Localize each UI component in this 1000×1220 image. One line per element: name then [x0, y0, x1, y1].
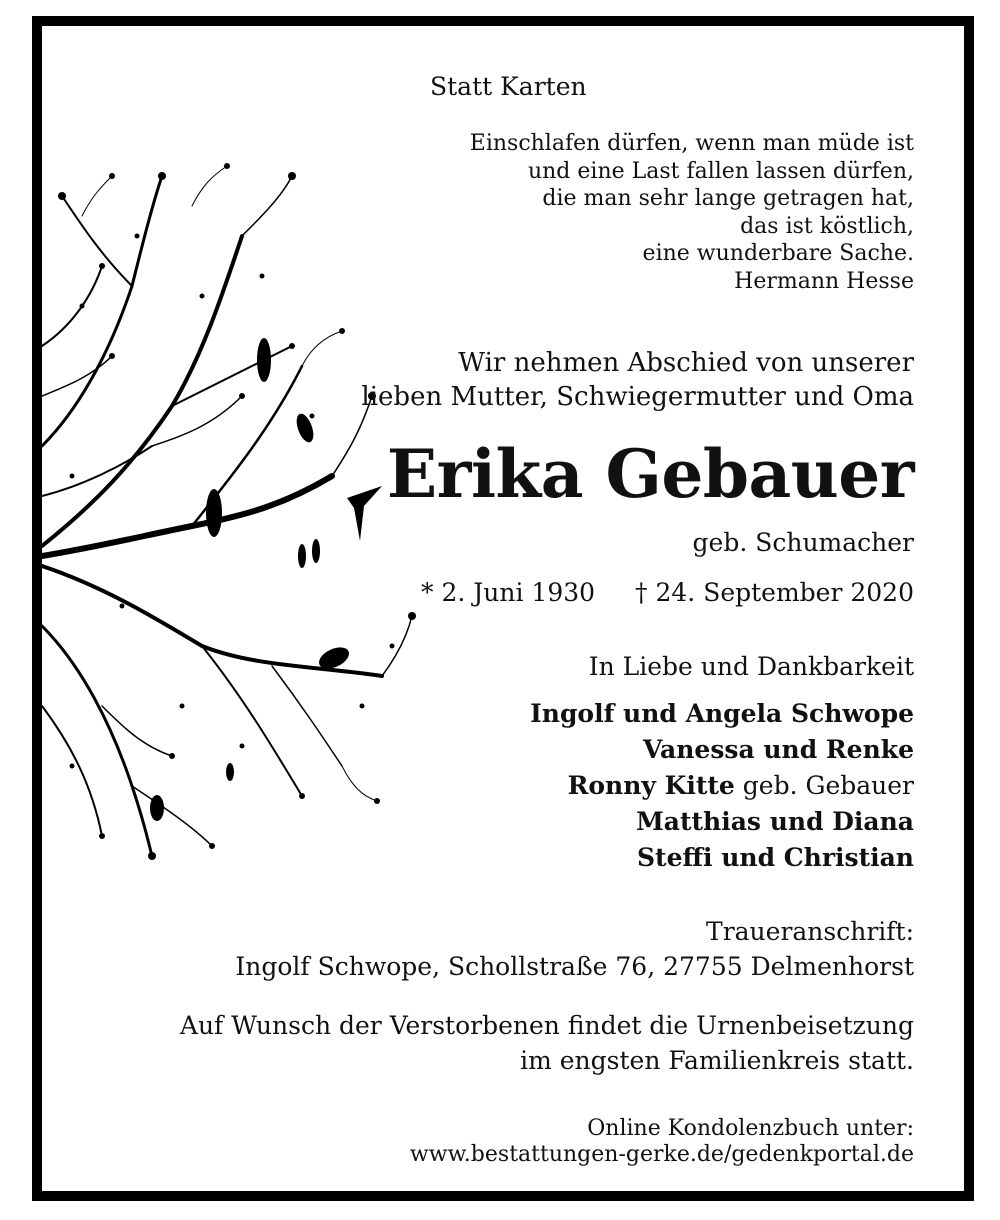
burial-notice [180, 1008, 914, 1078]
mourner-name: Ingolf und Angela Schwope [530, 699, 914, 728]
poem-author: Hermann Hesse [734, 268, 914, 294]
maiden-name: geb. Schumacher [692, 528, 914, 557]
poem-line: die man sehr lange getragen hat, [542, 186, 914, 211]
poem-line: das ist köstlich, [740, 213, 914, 239]
poem-quote [470, 130, 914, 295]
burial-line-2: im engsten Familienkreis statt. [520, 1046, 914, 1075]
mourning-address [235, 914, 914, 984]
death-date: † 24. September 2020 [635, 578, 914, 607]
mourner-entry [530, 804, 914, 840]
burial-line-1: Auf Wunsch der Verstorbenen findet die Urnenbeisetzung [179, 1011, 914, 1040]
deceased-name: Erika Gebauer [386, 435, 914, 513]
address-line: Ingolf Schwope, Schollstraße 76, 27755 Delmenhorst [235, 952, 914, 981]
address-label: Traueranschrift: [706, 917, 914, 946]
mourner-entry [530, 840, 914, 876]
life-dates [421, 578, 914, 607]
intro-line-1: Wir nehmen Abschied von unserer [458, 348, 914, 378]
condolence-label: Online Kondolenzbuch unter: [587, 1116, 914, 1141]
online-condolence [410, 1116, 914, 1168]
poem-line: und eine Last fallen lassen dürfen, [527, 158, 914, 184]
bird-silhouettes [150, 338, 382, 821]
mourner-name: Matthias und Diana [636, 807, 914, 836]
condolence-url[interactable]: www.bestattungen-gerke.de/gedenkportal.de [409, 1142, 914, 1167]
birth-date: * 2. Juni 1930 [421, 578, 596, 607]
poem-line: Einschlafen dürfen, wenn man müde ist [469, 131, 914, 156]
mourner-name: Vanessa und Renke [642, 735, 914, 764]
mourner-name: Steffi und Christian [636, 843, 914, 872]
mourner-entry [530, 696, 914, 732]
intro-line-2: lieben Mutter, Schwiegermutter und Oma [361, 382, 914, 412]
obituary-frame [32, 16, 974, 1201]
thanks-line: In Liebe und Dankbarkeit [588, 652, 914, 681]
tree-with-birds-illustration [42, 146, 442, 876]
statt-karten-heading: Statt Karten [430, 72, 587, 101]
farewell-intro [361, 346, 914, 414]
mourner-entry [530, 732, 914, 768]
mourners-list [530, 696, 914, 876]
poem-line: eine wunderbare Sache. [642, 241, 914, 266]
mourner-note: geb. Gebauer [734, 771, 914, 800]
mourner-name: Ronny Kitte [567, 771, 735, 800]
mourner-entry [530, 768, 914, 804]
